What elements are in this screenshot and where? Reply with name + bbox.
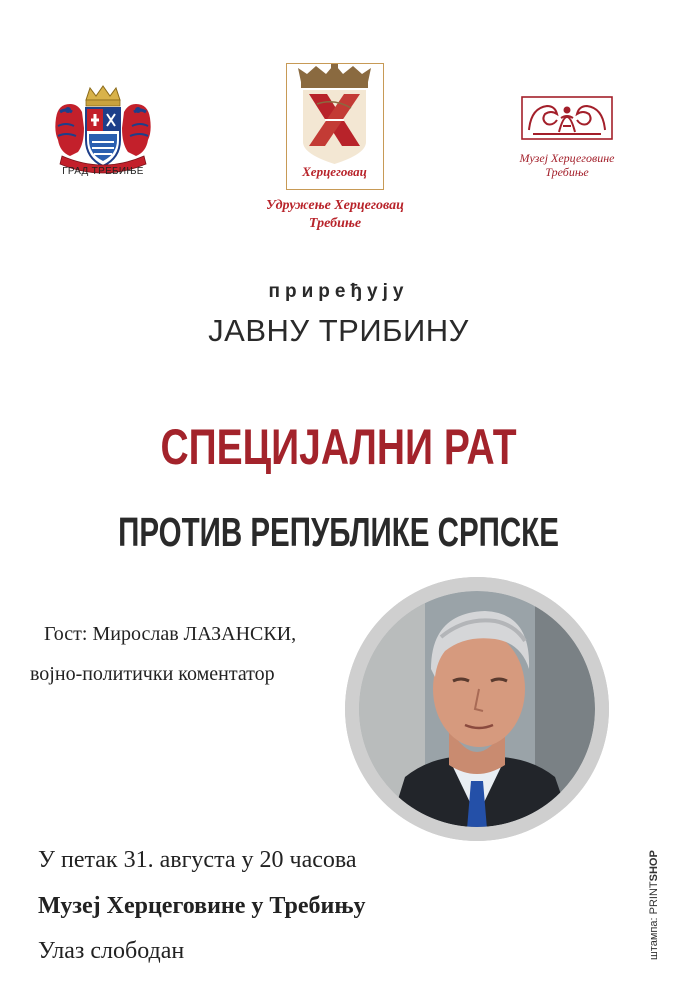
guest-role: војно-политички коментатор <box>30 663 275 685</box>
city-caption: ГРАД ТРЕБИЊЕ <box>62 166 144 177</box>
event-subtitle: ПРОТИВ РЕПУБЛИКЕ СРПСКЕ <box>118 509 559 555</box>
event-entry: Улаз слободан <box>38 938 185 964</box>
event-venue: Музеј Херцеговине у Требињу <box>38 893 366 919</box>
association-emblem-icon <box>287 64 382 188</box>
crown-icon <box>86 86 120 106</box>
association-logo <box>286 63 384 190</box>
association-caption-line2: Требиње <box>308 216 362 231</box>
print-credit <box>648 820 664 960</box>
organizers-phrase: приређују <box>268 281 409 302</box>
guest-portrait-photo <box>345 577 609 841</box>
guest-name: Гост: Мирослав ЛАЗАНСКИ, <box>44 623 297 645</box>
print-credit-brand: SHOP <box>648 850 660 882</box>
association-caption-line1: Удружење Херцеговац <box>266 198 404 213</box>
lion-left-icon <box>55 104 84 156</box>
print-credit-prefix: штампа: PRINT <box>648 881 660 960</box>
museum-caption-line1: Музеј Херцеговине <box>519 151 615 165</box>
event-datetime: У петак 31. августа у 20 часова <box>38 847 357 873</box>
event-title: СПЕЦИЈАЛНИ РАТ <box>160 419 517 475</box>
lion-right-icon <box>122 104 151 156</box>
museum-logo <box>521 96 613 140</box>
association-caption <box>232 197 438 233</box>
portrait-person-icon <box>345 577 609 841</box>
museum-caption-line2: Требиње <box>545 165 589 179</box>
museum-caption <box>500 151 634 179</box>
association-wordmark: Херцеговац <box>302 164 367 179</box>
shield-icon <box>86 108 120 166</box>
event-type-heading: ЈАВНУ ТРИБИНУ <box>208 313 469 348</box>
